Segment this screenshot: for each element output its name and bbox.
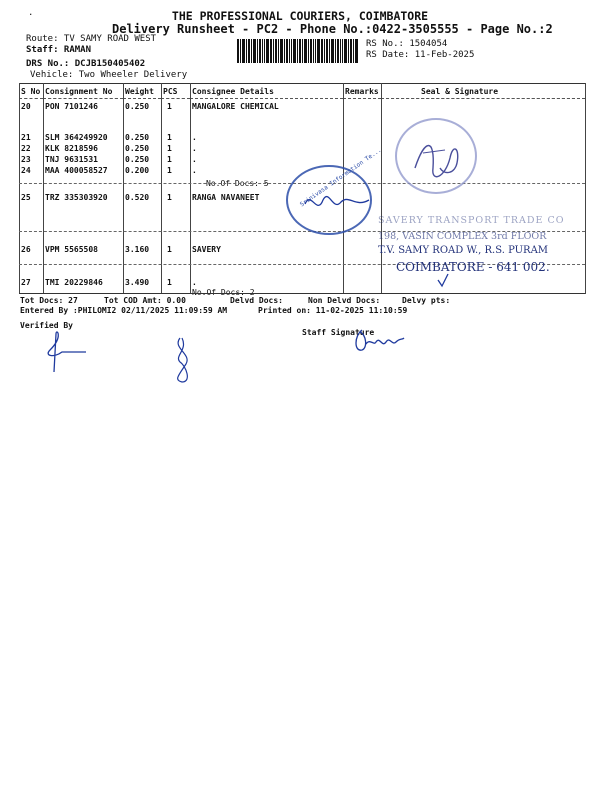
col-divider (161, 83, 162, 294)
signature-seal (405, 128, 475, 188)
cell-cno: MAA 400058527 (45, 165, 108, 175)
col-divider (190, 83, 191, 294)
col-sno: S No (19, 84, 43, 99)
cell-cno: SLM 364249920 (45, 132, 108, 142)
company-title: THE PROFESSIONAL COURIERS, COIMBATORE (171, 9, 429, 23)
verified-signature-1 (40, 330, 90, 375)
staff-signature-label: Staff Signature (302, 328, 375, 337)
total-docs: Tot Docs: 27 (20, 296, 78, 305)
col-remarks: Remarks (343, 84, 381, 99)
cell-pcs: 1 (167, 143, 172, 153)
cell-consignee: . (192, 154, 197, 164)
cell-pcs: 1 (167, 192, 172, 202)
entered-by: Entered By :PHILOMI2 02/11/2025 11:09:59 AM (20, 306, 228, 315)
cell-consignee: . (192, 132, 197, 142)
tick-mark (436, 272, 450, 288)
cell-seal (381, 275, 585, 288)
cell-sno: 27 (21, 277, 31, 287)
col-weight: Weight (123, 84, 161, 99)
cell-consignee: RANGA NAVANEET (192, 192, 260, 202)
cell-weight: 0.250 (125, 154, 150, 164)
col-divider (123, 83, 124, 294)
cell-consignee: . (192, 165, 197, 175)
verified-signature-2 (168, 336, 198, 384)
savery-stamp-line1: SAVERY TRANSPORT TRADE CO (378, 215, 565, 226)
barcode-image (237, 39, 359, 63)
savery-stamp-line2: 198, VASIN COMPLEX 3rd FLOOR (378, 231, 547, 242)
col-divider (19, 83, 20, 294)
col-seal: Seal & Signature (381, 84, 585, 99)
docs-count: No.Of Docs: 2 (192, 287, 255, 297)
signature-mark (303, 190, 373, 218)
cell-weight: 3.160 (125, 244, 150, 254)
col-consignee: Consignee Details (190, 84, 343, 99)
staff-label: Staff: RAMAN (26, 45, 92, 55)
rs-date: RS Date: 11-Feb-2025 (366, 50, 475, 60)
cell-weight: 0.250 (125, 143, 150, 153)
delivered-docs: Delvd Docs: (230, 296, 283, 305)
cell-sno: 26 (21, 244, 31, 254)
cell-remarks (343, 242, 381, 275)
cell-weight: 0.250 (125, 132, 150, 142)
cell-sno: 24 (21, 165, 31, 175)
cell-pcs: 1 (167, 244, 172, 254)
table-header-row (19, 84, 585, 99)
cell-remarks (343, 275, 381, 288)
route-label: Route: TV SAMY ROAD WEST (26, 34, 157, 44)
total-cod: Tot COD Amt: 0.00 (104, 296, 186, 305)
cell-pcs: 1 (167, 154, 172, 164)
cell-weight: 0.250 (125, 102, 150, 111)
col-divider (43, 83, 44, 294)
cell-sno: 23 (21, 154, 31, 164)
savery-stamp-line3: T.V. SAMY ROAD W., R.S. PURAM (378, 245, 549, 256)
cell-weight: 0.520 (125, 192, 150, 202)
cell-weight: 3.490 (125, 277, 150, 287)
cell-cno: TMI 20229846 (45, 277, 103, 287)
non-delivered-docs: Non Delvd Docs: (308, 296, 381, 305)
table-row (19, 155, 585, 166)
cell-pcs: 1 (167, 277, 172, 287)
rs-number: RS No.: 1504054 (366, 39, 448, 49)
cell-cno: TRZ 335303920 (45, 192, 108, 202)
col-divider (381, 83, 382, 294)
docs-count: No.Of Docs: 5 (206, 178, 269, 188)
cell-sno: 21 (21, 132, 31, 142)
table-row (19, 133, 585, 144)
cell-remarks (343, 99, 381, 133)
cell-weight: 0.200 (125, 165, 150, 175)
savery-stamp-line4: COIMBATORE - 641 002. (396, 260, 550, 274)
cell-cno: PON 7101246 (45, 102, 98, 111)
row-separator (19, 293, 585, 294)
runsheet-title: Delivery Runsheet - PC2 - Phone No.:0422-3505555 - Page No.:2 (112, 22, 553, 36)
vehicle-label: Vehicle: Two Wheeler Delivery (30, 70, 188, 80)
drs-number: DRS No.: DCJB150405402 (26, 59, 146, 69)
printed-on: Printed on: 11-02-2025 11:10:59 (258, 306, 408, 315)
col-consignment: Consignment No (43, 84, 123, 99)
table-row (19, 99, 585, 133)
delivery-points: Delvy pts: (402, 296, 451, 305)
cell-consignee: MANGALORE CHEMICAL (192, 102, 279, 111)
cell-consignee: . (192, 277, 197, 287)
round-stamp-text: Srinivasa Information Te... (298, 146, 383, 209)
cell-sno: 20 (21, 102, 31, 111)
table-row (19, 144, 585, 155)
verified-by-label: Verified By (20, 321, 73, 330)
cell-sno: 22 (21, 143, 31, 153)
cell-cno: TNJ 9631531 (45, 154, 98, 164)
cell-cno: VPM 5565508 (45, 244, 98, 254)
cell-cno: KLK 8218596 (45, 143, 98, 153)
cell-sno: 25 (21, 192, 31, 202)
staff-signature-mark (352, 326, 406, 356)
cell-pcs: 1 (167, 102, 172, 111)
cell-pcs: 1 (167, 165, 172, 175)
col-divider (585, 83, 586, 294)
col-pcs: PCS (161, 84, 190, 99)
table-row (19, 275, 585, 288)
cell-pcs: 1 (167, 132, 172, 142)
dot-mark: . (28, 8, 34, 18)
cell-remarks (343, 133, 381, 144)
cell-consignee: SAVERY (192, 244, 221, 254)
cell-consignee: . (192, 143, 197, 153)
